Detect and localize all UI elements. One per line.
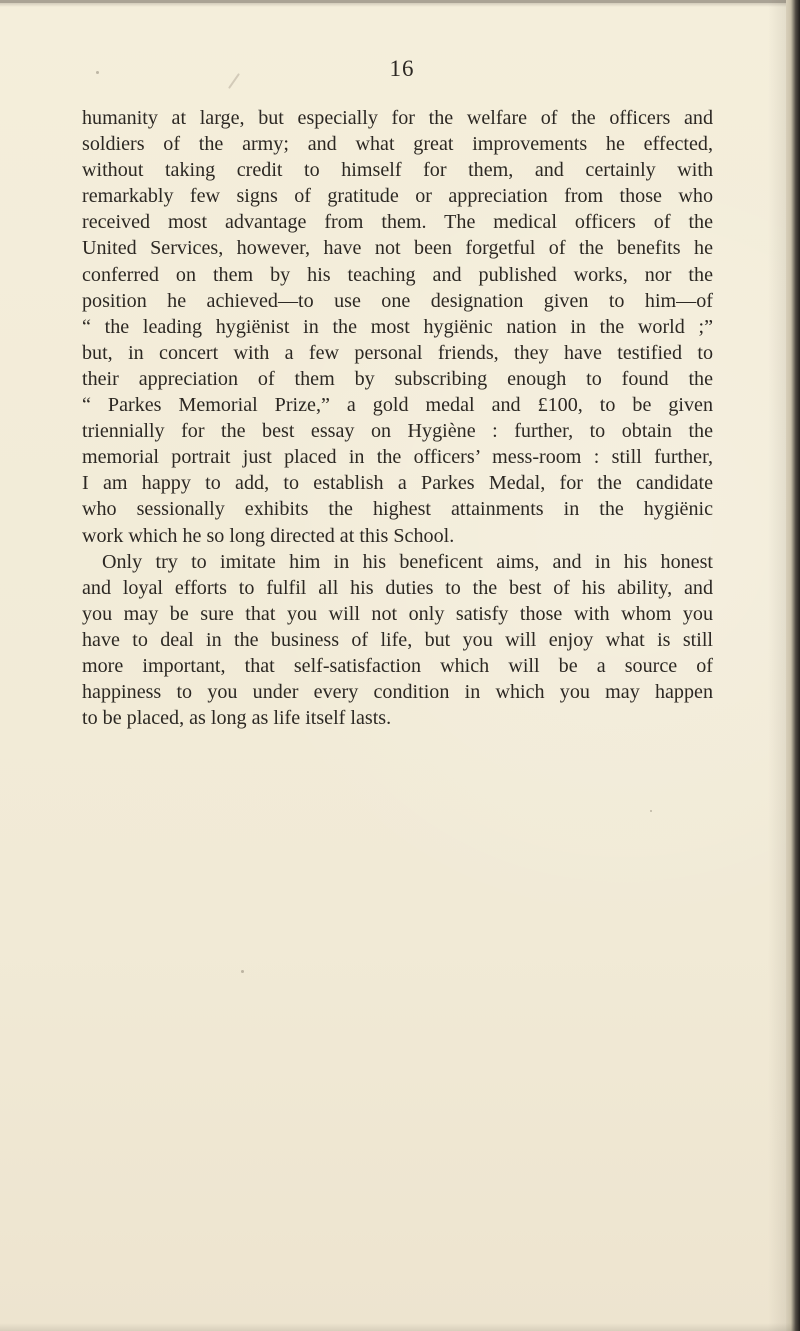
page-edge [786,0,800,1331]
text-line: conferred on them by his teaching and published works, nor the [82,263,713,286]
text-line: received most advantage from them. The medical officers of the [82,211,713,234]
page-number: 16 [389,56,415,81]
text-line: soldiers of the army; and what great improvements he effected, [82,133,713,156]
text-line: and loyal efforts to fulfil all his duties to the best of his ability, and [82,576,713,599]
text-line: humanity at large, but especially for the welfare of the officers and [82,107,713,129]
top-edge-shadow [0,3,790,7]
text-line: “ the leading hygiënist in the most hygiënic nation in the world ;” [82,315,713,338]
text-line: their appreciation of them by subscribing enough to found the [82,367,713,390]
text-line: you may be sure that you will not only satisfy those with whom you [82,602,713,625]
text-line: “ Parkes Memorial Prize,” a gold medal and £100, to be given [82,394,713,417]
text-line: happiness to you under every condition in which you may happen [82,681,713,704]
gutter-shadow [768,0,786,1331]
text-line: work which he so long directed at this School. [82,524,455,547]
text-line: who sessionally exhibits the highest attainments in the hygiënic [82,498,713,521]
paper-mark [228,73,240,89]
text-line: position he achieved—to use one designation given to him—of [82,289,713,312]
text-line: more important, that self-satisfaction which will be a source of [82,654,713,677]
body-text [82,105,713,731]
text-line: triennially for the best essay on Hygiène : further, to obtain the [82,420,713,443]
text-line: have to deal in the business of life, but you will enjoy what is still [82,628,713,651]
text-line: to be placed, as long as life itself lasts. [82,707,392,730]
text-line: but, in concert with a few personal friends, they have testified to [82,341,713,364]
paragraph-start-line: Only try to imitate him in his beneficent aims, and in his honest [102,550,713,573]
paper-speck [650,810,652,812]
text-line: remarkably few signs of gratitude or appreciation from those who [82,185,713,208]
text-line: without taking credit to himself for them, and certainly with [82,159,713,182]
paper-speck [241,970,244,973]
text-line: United Services, however, have not been forgetful of the benefits he [82,237,713,260]
text-line: I am happy to add, to establish a Parkes Medal, for the candidate [82,472,713,495]
paper-speck [96,71,99,74]
text-line: memorial portrait just placed in the officers’ mess-room : still further, [82,446,713,469]
bottom-edge-shadow [0,1323,800,1331]
